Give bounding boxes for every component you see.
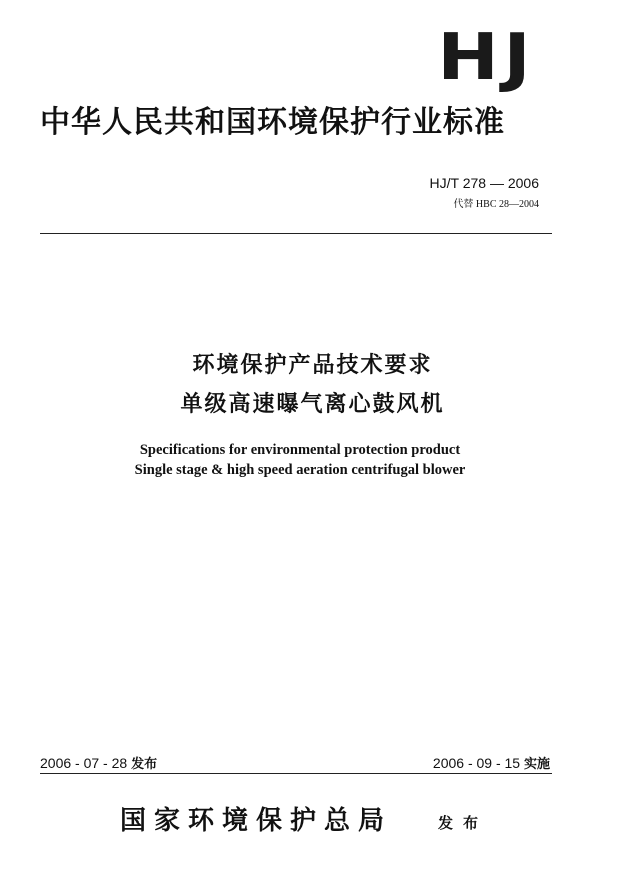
bottom-divider — [40, 773, 552, 774]
implement-label: 实施 — [523, 757, 550, 772]
implement-date: 2006 - 09 - 15 — [432, 755, 521, 771]
hj-logo: HJ — [436, 21, 535, 95]
standard-code: HJ/T 278 — 2006 — [429, 175, 539, 191]
issue-date-block — [40, 753, 157, 772]
chinese-title-line-2: 单级高速曝气离心鼓风机 — [180, 392, 445, 417]
english-title-line-2: Single stage & high speed aeration centrifugal blower — [134, 462, 466, 478]
issue-label: 发布 — [131, 757, 158, 772]
implement-date-block — [433, 753, 550, 772]
chinese-title-line-1: 环境保护产品技术要求 — [192, 353, 433, 378]
issue-date: 2006 - 07 - 28 — [40, 755, 128, 771]
replaces-standard: 代替 HBC 28—2004 — [453, 199, 539, 210]
standard-category-title: 中华人民共和国环境保护行业标准 — [40, 105, 505, 140]
english-title-line-1: Specifications for environmental protection product — [139, 442, 461, 458]
top-divider — [40, 233, 552, 234]
issuing-authority: 国家环境保护总局 — [120, 806, 393, 836]
publish-label: 发布 — [438, 814, 489, 832]
